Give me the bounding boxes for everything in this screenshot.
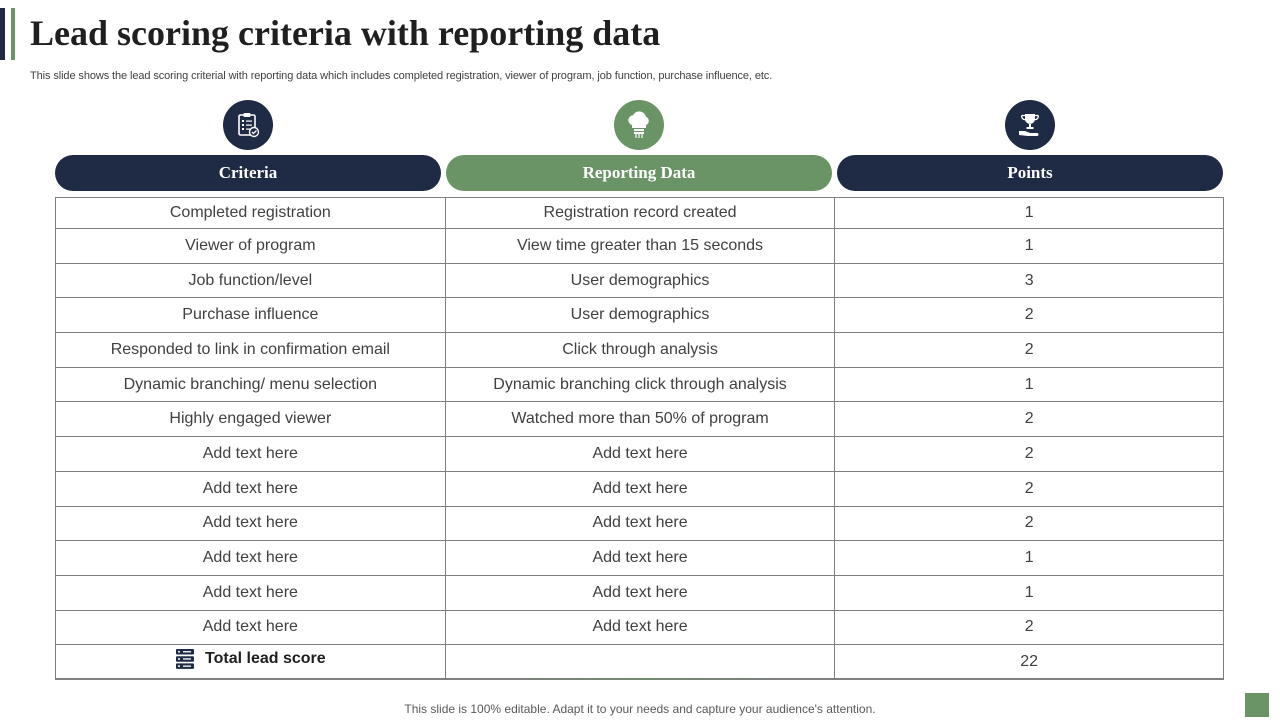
criteria-cell: Highly engaged viewer [56, 402, 446, 437]
table-row [56, 198, 1224, 229]
criteria-cell: Add text here [56, 575, 446, 610]
reporting-cell: Add text here [445, 541, 835, 576]
criteria-cell: Purchase influence [56, 298, 446, 333]
points-cell: 2 [835, 471, 1224, 506]
reporting-cell: Registration record created [445, 198, 835, 229]
page-subtitle: This slide shows the lead scoring criterial with reporting data which includes completed registration, viewer of program, job function, purchase influence, etc. [30, 70, 773, 82]
title-accent-bar-green [11, 8, 15, 60]
criteria-cell: Add text here [56, 610, 446, 645]
table-row [56, 367, 1224, 402]
reporting-cell: Click through analysis [445, 333, 835, 368]
cloud-server-icon [614, 100, 664, 150]
points-cell: 1 [835, 198, 1224, 229]
points-cell: 2 [835, 402, 1224, 437]
total-label-cell [56, 645, 446, 680]
reporting-cell: Add text here [445, 437, 835, 472]
criteria-cell: Add text here [56, 506, 446, 541]
lead-scoring-table [55, 197, 1224, 680]
table-row [56, 610, 1224, 645]
criteria-cell: Responded to link in confirmation email [56, 333, 446, 368]
reporting-cell: Add text here [445, 610, 835, 645]
clipboard-checklist-icon [223, 100, 273, 150]
reporting-cell: Add text here [445, 506, 835, 541]
reporting-cell: Add text here [445, 471, 835, 506]
reporting-cell: View time greater than 15 seconds [445, 229, 835, 264]
reporting-cell: Dynamic branching click through analysis [445, 367, 835, 402]
table-row [56, 333, 1224, 368]
points-cell: 2 [835, 437, 1224, 472]
reporting-cell: Add text here [445, 575, 835, 610]
total-row [56, 645, 1224, 680]
footer-note: This slide is 100% editable. Adapt it to your needs and capture your audience's attention. [404, 702, 876, 716]
points-cell: 2 [835, 610, 1224, 645]
table-row [56, 506, 1224, 541]
table-row [56, 541, 1224, 576]
reporting-cell: User demographics [445, 298, 835, 333]
trophy-hand-icon [1005, 100, 1055, 150]
points-cell: 3 [835, 263, 1224, 298]
criteria-cell: Add text here [56, 437, 446, 472]
table-row [56, 575, 1224, 610]
criteria-cell: Dynamic branching/ menu selection [56, 367, 446, 402]
total-empty-cell [445, 645, 835, 680]
total-points-cell: 22 [835, 645, 1224, 680]
reporting-cell: Watched more than 50% of program [445, 402, 835, 437]
page-title: Lead scoring criteria with reporting data [30, 13, 661, 53]
criteria-cell: Job function/level [56, 263, 446, 298]
points-cell: 2 [835, 298, 1224, 333]
reporting-cell: User demographics [445, 263, 835, 298]
points-cell: 1 [835, 229, 1224, 264]
points-cell: 1 [835, 367, 1224, 402]
points-cell: 2 [835, 333, 1224, 368]
total-label: Total lead score [205, 650, 326, 668]
table-row [56, 437, 1224, 472]
points-cell: 2 [835, 506, 1224, 541]
column-header-reporting-data: Reporting Data [446, 155, 832, 191]
criteria-cell: Add text here [56, 541, 446, 576]
column-header-points: Points [837, 155, 1223, 191]
footer-divider [500, 678, 780, 680]
criteria-cell: Add text here [56, 471, 446, 506]
server-stack-icon [175, 648, 195, 670]
points-cell: 1 [835, 541, 1224, 576]
points-cell: 1 [835, 575, 1224, 610]
table-row [56, 229, 1224, 264]
total-label-wrapper [175, 648, 326, 670]
title-accent-bar-dark [0, 8, 5, 60]
table-row [56, 298, 1224, 333]
criteria-cell: Completed registration [56, 198, 446, 229]
table-row [56, 263, 1224, 298]
corner-accent-square [1245, 693, 1269, 717]
criteria-cell: Viewer of program [56, 229, 446, 264]
column-header-criteria: Criteria [55, 155, 441, 191]
table-row [56, 402, 1224, 437]
table-row [56, 471, 1224, 506]
